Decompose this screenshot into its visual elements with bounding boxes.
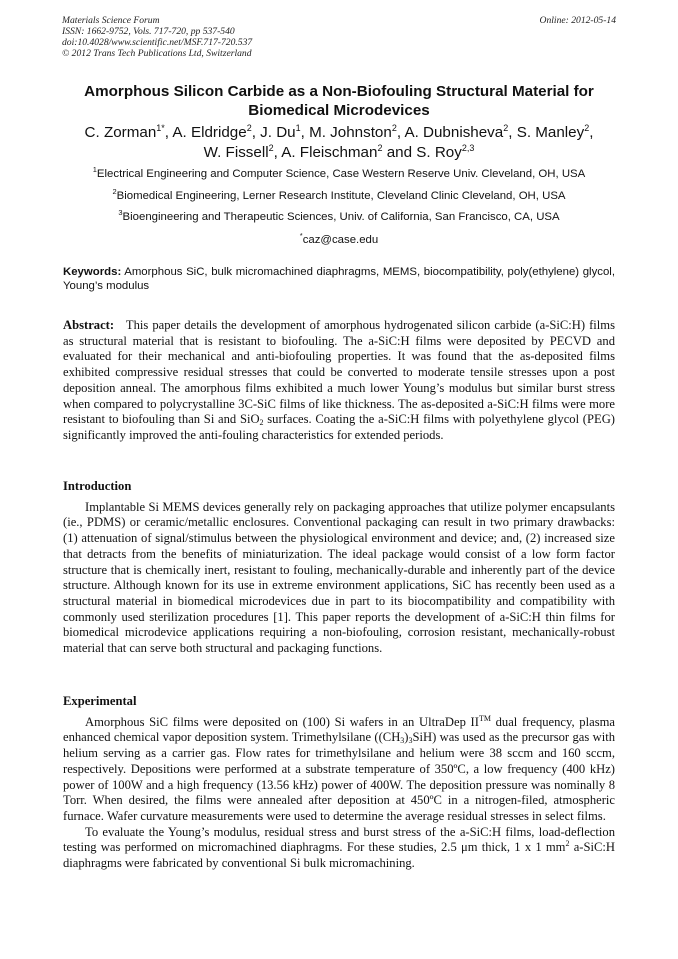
author-sep: and (382, 144, 417, 161)
affiliation-sup: 3 (118, 208, 123, 217)
author-sep: , (300, 124, 310, 141)
abstract-text-end: surfaces. Coating the a-SiC:H films with polyethylene glycol (PEG) significantly improved the anti-fouling characteristics for extended periods. (63, 412, 615, 442)
authors-line-1 (40, 123, 638, 143)
abstract (63, 318, 615, 444)
author-sep: , (589, 124, 594, 141)
affiliation-1 (20, 167, 658, 181)
affiliation-3 (20, 210, 658, 224)
affiliation-sup: * (299, 231, 303, 240)
author-affil-sup: 1 (295, 123, 301, 133)
affiliation-text: Bioengineering and Therapeutic Sciences, Univ. of California, San Francisco, CA, USA (122, 211, 560, 223)
introduction-paragraph: Implantable Si MEMS devices generally rely on packaging approaches that utilize polymer encapsulants (ie., PDMS) or ceramic/metallic enclosures. Conventional packaging can result in two primary drawbacks: (1) attenuation of signal/stimulus between the physiological environment and device; and, (2) increased size that detracts from the benefits of miniaturization. The ideal package would consist of a low form factor structure that is chemically inert, resistant to fouling, mechanically-durable and inherently part of the device structure. Although known for its use in extreme environment applications, SiC has recently been used as a structural material in biomedical microdevices due in part to its biocompatibility and compatibility with commonly used sterilization procedures [1]. This paper reports the development of a-SiC:H thin films for biomedical microdevice applications requiring a non-biofouling, corrosion resistant, mechanically-robust material that can serve both structural and packaging functions. (63, 499, 615, 656)
doi-line: doi:10.4028/www.scientific.net/MSF.717-720.537 (62, 37, 253, 48)
experimental-paragraph-2: To evaluate the Young’s modulus, residual stress and burst stress of the a-SiC:H films, load-deflection testing was performed on micromachined diaphragms. For these studies, 2.5 μm thick, 1 x 1 $mm^2$ a-SiC:H diaphragms were fabricated by conventional Si bulk micromachining. (63, 824, 615, 871)
introduction-heading: Introduction (63, 479, 132, 493)
experimental-paragraph-1: Amorphous SiC films were deposited on (100) Si wafers in an UltraDep II™ dual frequency, plasma enhanced chemical vapor deposition system. Trimethylsilane $((CH_3)_3SiH)$ was used as the precursor gas with helium serving as a carrier gas. Flow rates for trimethylsilane and helium were 38 sccm and 160 sccm, respectively. Depositions were performed at a substrate temperature of 350ºC, a low frequency (400 kHz) power of 100W and a high frequency (13.56 kHz) power of 400W. The deposition pressure was nominally 8 Torr. When desired, the films were annealed after deposition at 450ºC in a nitrogen-filed, atmospheric furnace. Wafer curvature measurements were used to determine the average residual stresses in select films. (63, 713, 615, 823)
experimental-heading: Experimental (63, 694, 137, 708)
author-name: A. Eldridge (172, 124, 247, 141)
affiliation-text: Electrical Engineering and Computer Science, Case Western Reserve Univ. Cleveland, OH, USA (96, 168, 586, 180)
author-name: S. Roy (416, 144, 462, 161)
experimental-section (63, 694, 615, 872)
affiliation-sup: 2 (112, 187, 117, 196)
keywords-text: Amorphous SiC, bulk micromachined diaphragms, MEMS, biocompatibility, poly(ethylene) glycol, Young’s modulus (63, 266, 615, 292)
online-date: Online: 2012-05-14 (539, 15, 616, 26)
author-sep: , (251, 124, 261, 141)
author-affil-sup: 2,3 (461, 143, 475, 153)
keywords-label: Keywords: (63, 266, 122, 278)
title-line-2: Biomedical Microdevices (248, 102, 430, 119)
author-name: A. Dubnisheva (404, 124, 504, 141)
author-sep: , (273, 144, 282, 161)
abstract-subscript: 2 (259, 418, 264, 428)
title-line-1: Amorphous Silicon Carbide as a Non-Biofouling Structural Material for (84, 83, 594, 100)
journal-header (62, 15, 616, 59)
affiliation-text: Biomedical Engineering, Lerner Research Institute, Cleveland Clinic Cleveland, OH, USA (116, 190, 566, 202)
author-sep: , (508, 124, 517, 141)
author-list (40, 123, 638, 163)
issn-line: ISSN: 1662-9752, Vols. 717-720, pp 537-540 (62, 26, 235, 37)
keywords (63, 265, 615, 293)
affiliation-sup: 1 (92, 165, 97, 174)
author-affil-sup: 2 (503, 123, 509, 133)
author-sep: , (396, 124, 405, 141)
author-affil-sup: 2 (584, 123, 590, 133)
author-name: J. Du (260, 124, 296, 141)
abstract-label: Abstract: (63, 318, 115, 332)
affiliation-2 (20, 189, 658, 203)
abstract-text: This paper details the development of amorphous hydrogenated silicon carbide (a-SiC:H) films as structural material that is resistant to biofouling. The a-SiC:H films were deposited by PECVD and evaluated for their mechanical and anti-biofouling properties. It was found that the as-deposited films exhibited compressive residual stresses that could be converted to moderate tensile stresses upon a post deposition anneal. The amorphous films exhibited a much lower Young’s modulus but similar burst stress when compared to polycrystalline 3C-SiC films of like thickness. The as-deposited a-SiC:H films were more resistant to biofouling than Si and SiO (63, 318, 615, 427)
author-name: M. Johnston (309, 124, 392, 141)
author-name: C. Zorman (84, 124, 157, 141)
introduction-section (63, 479, 615, 657)
corresponding-email (20, 233, 658, 247)
author-sep: , (164, 124, 173, 141)
author-name: A. Fleischman (281, 144, 378, 161)
author-affil-sup: 2 (377, 143, 383, 153)
author-affil-sup: 2 (246, 123, 252, 133)
author-affil-sup: 1* (156, 123, 165, 133)
author-affil-sup: 2 (391, 123, 397, 133)
journal-name: Materials Science Forum (62, 15, 160, 26)
author-name: S. Manley (516, 124, 585, 141)
paper-title (40, 82, 638, 120)
author-affil-sup: 2 (268, 143, 274, 153)
email-text: caz@case.edu (302, 234, 379, 246)
authors-line-2 (40, 143, 638, 163)
author-name: W. Fissell (203, 144, 269, 161)
copyright-line: © 2012 Trans Tech Publications Ltd, Switzerland (62, 48, 252, 59)
